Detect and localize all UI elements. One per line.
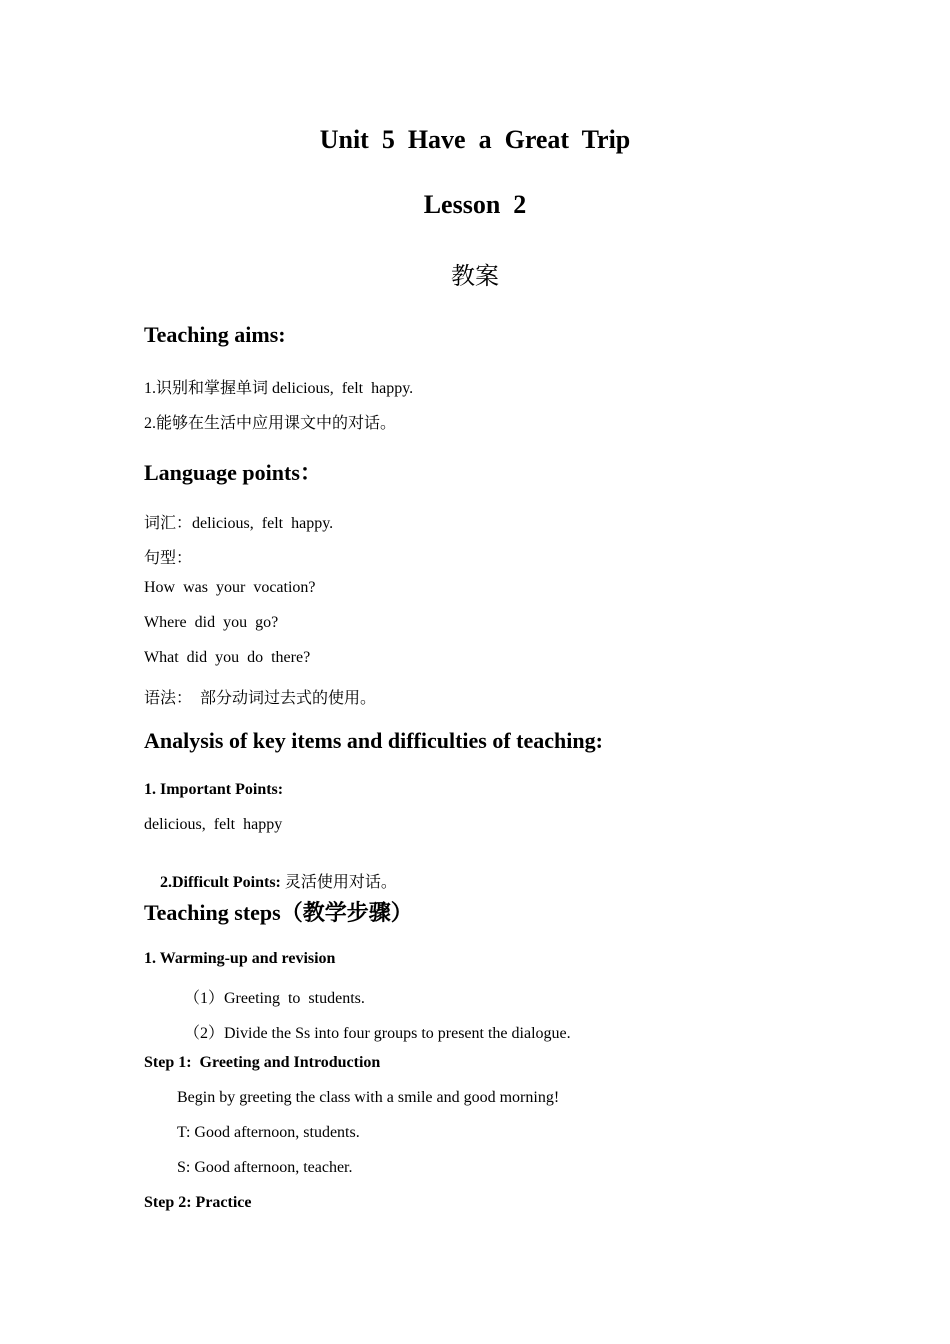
important-points-text: delicious, felt happy bbox=[144, 816, 283, 833]
teaching-aim-item: 2.能够在生活中应用课文中的对话。 bbox=[144, 415, 397, 432]
sentence-pattern: How was your vocation? bbox=[144, 579, 316, 596]
teaching-aims-heading: Teaching aims: bbox=[144, 322, 286, 347]
step2-title: Step 2: Practice bbox=[144, 1194, 252, 1211]
vocabulary-line: 词汇：delicious, felt happy. bbox=[144, 515, 334, 532]
warmup-item: （2）Divide the Ss into four groups to present the dialogue. bbox=[184, 1025, 571, 1042]
teaching-steps-heading: Teaching steps（教学步骤） bbox=[144, 900, 413, 925]
lesson-title: Lesson 2 bbox=[423, 190, 527, 219]
language-points-heading: Language points： bbox=[144, 460, 322, 485]
sentence-pattern-label: 句型： bbox=[144, 550, 193, 567]
step1-line: S: Good afternoon, teacher. bbox=[177, 1159, 353, 1176]
warmup-item: （1）Greeting to students. bbox=[184, 990, 365, 1007]
difficult-points-label: 2.Difficult Points: bbox=[160, 874, 281, 891]
important-points-label: 1. Important Points: bbox=[144, 781, 284, 798]
analysis-heading: Analysis of key items and difficulties of teaching: bbox=[144, 728, 603, 753]
step1-title: Step 1: Greeting and Introduction bbox=[144, 1054, 381, 1071]
warmup-title: 1. Warming-up and revision bbox=[144, 950, 336, 967]
step1-line: T: Good afternoon, students. bbox=[177, 1124, 360, 1141]
sentence-pattern: Where did you go? bbox=[144, 614, 279, 631]
grammar-line: 语法： 部分动词过去式的使用。 bbox=[144, 690, 377, 707]
sentence-pattern: What did you do there? bbox=[144, 649, 311, 666]
doc-type-title: 教案 bbox=[451, 262, 499, 290]
difficult-points-text: 灵活使用对话。 bbox=[280, 874, 397, 891]
step1-line: Begin by greeting the class with a smile and good morning! bbox=[177, 1089, 560, 1106]
teaching-aim-item: 1.识别和掌握单词 delicious, felt happy. bbox=[144, 380, 414, 397]
document-title: Unit 5 Have a Great Trip bbox=[319, 125, 631, 154]
